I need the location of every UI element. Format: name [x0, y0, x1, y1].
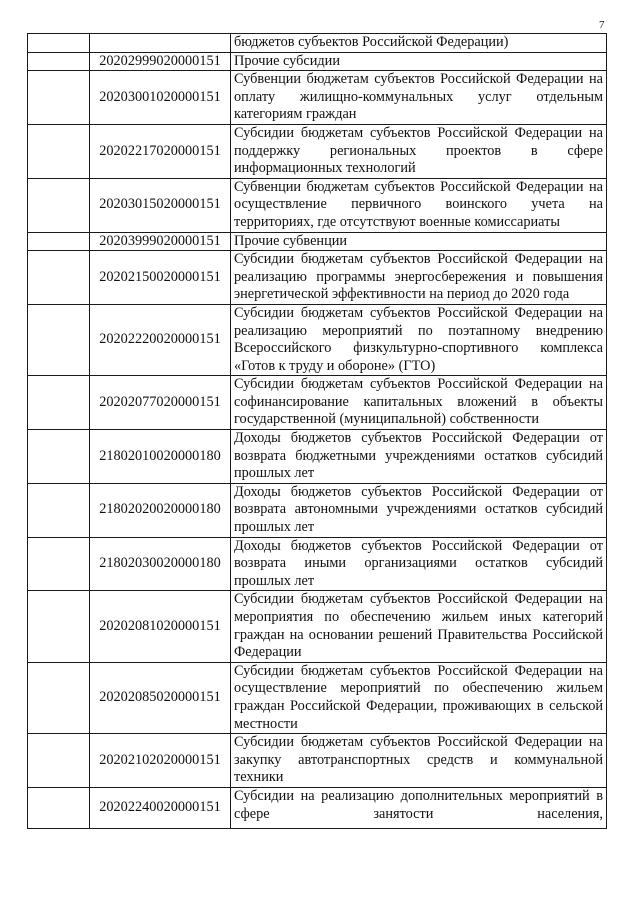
empty-cell [28, 483, 90, 537]
table-row [28, 178, 607, 232]
table-row [28, 591, 607, 662]
code-cell: 21802030020000180 [90, 537, 231, 591]
code-cell: 20202240020000151 [90, 787, 231, 828]
empty-cell [28, 52, 90, 71]
description-cell: Доходы бюджетов субъектов Российской Федерации от возврата иными организациями остатков субсидий прошлых лет [231, 537, 607, 591]
empty-cell [28, 376, 90, 430]
description-cell: Прочие субсидии [231, 52, 607, 71]
table-row [28, 52, 607, 71]
empty-cell [28, 787, 90, 828]
page-number: 7 [599, 19, 605, 31]
empty-cell [28, 34, 90, 53]
code-cell: 20202102020000151 [90, 734, 231, 788]
table-row [28, 304, 607, 375]
table-row [28, 483, 607, 537]
empty-cell [28, 124, 90, 178]
empty-cell [28, 251, 90, 305]
table-row [28, 787, 607, 828]
code-cell: 20203999020000151 [90, 232, 231, 251]
code-cell: 20202220020000151 [90, 304, 231, 375]
description-cell: Субсидии бюджетам субъектов Российской Федерации на мероприятия по обеспечению жильем иных категорий граждан на основании решений Правительства Российской Федерации [231, 591, 607, 662]
description-cell: Субсидии бюджетам субъектов Российской Федерации на реализацию мероприятий по поэтапному внедрению Всероссийского физкультурно-спортивного комплекса «Готов к труду и обороне» (ГТО) [231, 304, 607, 375]
table-row [28, 71, 607, 125]
table-row [28, 734, 607, 788]
code-cell: 20203015020000151 [90, 178, 231, 232]
table-row [28, 124, 607, 178]
empty-cell [28, 304, 90, 375]
description-cell: бюджетов субъектов Российской Федерации) [231, 34, 607, 53]
description-cell: Субсидии бюджетам субъектов Российской Федерации на софинансирование капитальных вложений в объекты государственной (муниципальной) собственности [231, 376, 607, 430]
code-cell: 20202150020000151 [90, 251, 231, 305]
description-cell: Доходы бюджетов субъектов Российской Федерации от возврата автономными учреждениями остатков субсидий прошлых лет [231, 483, 607, 537]
empty-cell [28, 662, 90, 733]
description-cell: Доходы бюджетов субъектов Российской Федерации от возврата бюджетными учреждениями остатков субсидий прошлых лет [231, 430, 607, 484]
code-cell: 20202081020000151 [90, 591, 231, 662]
code-cell: 20202077020000151 [90, 376, 231, 430]
code-cell: 21802010020000180 [90, 430, 231, 484]
table-row [28, 232, 607, 251]
table-row [28, 537, 607, 591]
code-cell: 20203001020000151 [90, 71, 231, 125]
code-cell [90, 34, 231, 53]
code-cell: 20202999020000151 [90, 52, 231, 71]
description-cell: Субсидии бюджетам субъектов Российской Федерации на поддержку региональных проектов в сфере информационных технологий [231, 124, 607, 178]
empty-cell [28, 71, 90, 125]
empty-cell [28, 591, 90, 662]
table-row [28, 430, 607, 484]
code-cell: 20202085020000151 [90, 662, 231, 733]
budget-codes-table [27, 33, 607, 829]
description-cell: Субсидии бюджетам субъектов Российской Федерации на закупку автотранспортных средств и коммунальной техники [231, 734, 607, 788]
table-row [28, 34, 607, 53]
code-cell: 21802020020000180 [90, 483, 231, 537]
empty-cell [28, 430, 90, 484]
description-cell: Прочие субвенции [231, 232, 607, 251]
empty-cell [28, 232, 90, 251]
description-cell: Субсидии бюджетам субъектов Российской Федерации на реализацию программы энергосбережения и повышения энергетической эффективности на период до 2020 года [231, 251, 607, 305]
description-cell: Субвенции бюджетам субъектов Российской Федерации на оплату жилищно-коммунальных услуг отдельным категориям граждан [231, 71, 607, 125]
description-cell: Субвенции бюджетам субъектов Российской Федерации на осуществление первичного воинского учета на территориях, где отсутствуют военные комиссариаты [231, 178, 607, 232]
table-body [28, 34, 607, 829]
table-row [28, 662, 607, 733]
description-cell: Субсидии на реализацию дополнительных мероприятий в сфере занятости населения, [231, 787, 607, 828]
empty-cell [28, 537, 90, 591]
table-row [28, 251, 607, 305]
empty-cell [28, 178, 90, 232]
empty-cell [28, 734, 90, 788]
description-cell: Субсидии бюджетам субъектов Российской Федерации на осуществление мероприятий по обеспечению жильем граждан Российской Федерации, проживающих в сельской местности [231, 662, 607, 733]
code-cell: 20202217020000151 [90, 124, 231, 178]
table-row [28, 376, 607, 430]
